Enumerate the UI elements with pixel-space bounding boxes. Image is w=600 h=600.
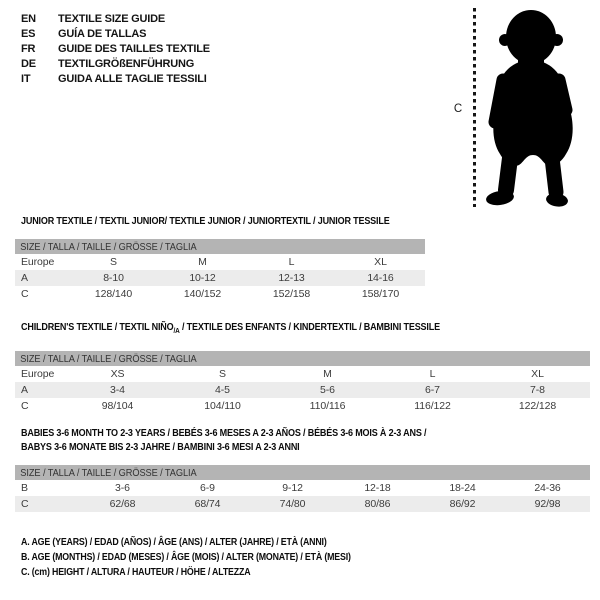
size-value-cell: 104/110 [204, 400, 241, 413]
size-value-cell: 8-10 [69, 270, 158, 286]
size-header-cell [15, 239, 425, 254]
size-value-cell: M [323, 368, 332, 381]
size-value-cell: 62/68 [80, 496, 165, 512]
language-row-DE [21, 56, 210, 71]
size-value-cell: 122/128 [518, 400, 557, 413]
row-label: C [21, 400, 29, 413]
baby-foot-right [545, 192, 569, 208]
children-size-table [15, 351, 590, 414]
table-row-b [15, 480, 590, 496]
language-row-IT [21, 71, 210, 86]
size-value-cell: 6-7 [380, 382, 485, 398]
size-value-cell: 116/122 [414, 400, 451, 413]
row-label: C [15, 496, 80, 512]
legend-line-b: B. AGE (MONTHS) / EDAD (MESES) / ÂGE (MOIS) / ALTER (MONATE) / ETÀ (MESI) [21, 551, 351, 563]
title-text: JUNIOR TEXTILE / TEXTIL JUNIOR/ TEXTILE JUNIOR / JUNIORTEXTIL / JUNIOR TESSILE [21, 215, 390, 227]
size-value-cell: 6-9 [200, 482, 215, 494]
size-value-cell: 98/104 [101, 400, 134, 413]
legend-line-a: A. AGE (YEARS) / EDAD (AÑOS) / ÂGE (ANS) / ALTER (JAHRE) / ETÀ (ANNI) [21, 536, 327, 548]
size-value-cell: 86/92 [420, 496, 505, 512]
table-row-a [15, 270, 425, 286]
language-code: EN [21, 13, 36, 26]
size-value-cell: L [429, 368, 436, 381]
babies-table-title [21, 426, 590, 454]
table-title-line [21, 214, 390, 228]
title-subscript: /A [173, 326, 180, 336]
table-title-line [21, 426, 510, 440]
size-value-cell: 18-24 [449, 482, 476, 494]
children-table-title [21, 320, 590, 338]
size-value-cell: 3-6 [115, 482, 130, 494]
table-row-c [15, 496, 590, 512]
baby-silhouette-icon [470, 5, 585, 210]
table-row-europe [15, 366, 590, 382]
row-label: B [21, 482, 28, 494]
size-value-cell: 74/80 [250, 496, 335, 512]
row-label: C [21, 288, 29, 300]
size-value-cell: 14-16 [336, 270, 425, 286]
language-title: GUIDE DES TAILLES TEXTILE [58, 42, 210, 55]
size-value-cell: 9-12 [282, 482, 303, 494]
size-value-cell: 10-12 [158, 270, 247, 286]
size-value-cell: 3-4 [65, 382, 170, 398]
language-code: IT [21, 72, 31, 85]
row-label: A [15, 270, 69, 286]
legend-line-c: C. (cm) HEIGHT / ALTURA / HAUTEUR / HÖHE / ALTEZZA [21, 566, 251, 578]
language-code: ES [21, 28, 36, 41]
baby-ear-left [499, 34, 511, 46]
language-code: FR [21, 42, 36, 55]
size-value-cell: 12-13 [247, 270, 336, 286]
size-header-cell [15, 351, 590, 366]
babies-textile-section [15, 426, 590, 512]
row-label: Europe [21, 256, 55, 268]
row-label: Europe [21, 368, 55, 381]
size-value-cell: S [110, 256, 117, 268]
size-header-text: SIZE / TALLA / TAILLE / GRÖSSE / TAGLIA [20, 466, 197, 479]
table-title-line [21, 320, 510, 338]
baby-leg-right [552, 158, 556, 192]
size-header-row [15, 239, 425, 254]
size-value-cell: 128/140 [94, 288, 133, 300]
size-value-cell: 152/158 [272, 288, 311, 300]
language-title: TEXTILGRÖßENFÜHRUNG [58, 57, 195, 70]
size-value-cell: 4-5 [170, 382, 275, 398]
language-title: TEXTILE SIZE GUIDE [58, 13, 166, 26]
table-row-c [15, 398, 590, 414]
size-value-cell: L [288, 256, 295, 268]
baby-ear-right [551, 34, 563, 46]
table-title-line [21, 440, 510, 454]
size-value-cell: XS [110, 368, 125, 381]
language-row-FR [21, 42, 210, 57]
height-measure-label: C [453, 103, 463, 115]
size-value-cell: 140/152 [183, 288, 222, 300]
table-row-c [15, 286, 425, 302]
size-value-cell: 68/74 [165, 496, 250, 512]
size-header-row [15, 465, 590, 480]
size-value-cell: XL [531, 368, 544, 381]
babies-size-table [15, 465, 590, 512]
title-text: / TEXTILE DES ENFANTS / KINDERTEXTIL / BAMBINI TESSILE [179, 321, 440, 333]
junior-table-title [21, 214, 425, 228]
measure-legend [21, 535, 414, 580]
size-value-cell: 7-8 [485, 382, 590, 398]
size-value-cell: XL [374, 256, 387, 268]
language-title: GUÍA DE TALLAS [58, 28, 147, 41]
junior-size-table [15, 239, 425, 302]
size-value-cell: 92/98 [505, 496, 590, 512]
size-header-text: SIZE / TALLA / TAILLE / GRÖSSE / TAGLIA [20, 352, 197, 365]
size-value-cell: 158/170 [361, 288, 400, 300]
size-header-row [15, 351, 590, 366]
size-value-cell: 80/86 [335, 496, 420, 512]
size-value-cell: 5-6 [275, 382, 380, 398]
size-value-cell: 24-36 [534, 482, 561, 494]
language-row-EN [21, 12, 210, 27]
junior-textile-section [15, 214, 425, 302]
language-title: GUIDA ALLE TAGLIE TESSILI [58, 72, 207, 85]
table-row-a [15, 382, 590, 398]
size-value-cell: S [219, 368, 226, 381]
size-header-text: SIZE / TALLA / TAILLE / GRÖSSE / TAGLIA [20, 240, 197, 253]
language-list [21, 12, 210, 86]
size-value-cell: 110/116 [309, 400, 346, 413]
baby-leg-left [506, 158, 510, 190]
row-label: A [15, 382, 65, 398]
title-text: CHILDREN'S TEXTILE / TEXTIL NIÑO [21, 321, 174, 333]
size-header-cell [15, 465, 590, 480]
language-row-ES [21, 27, 210, 42]
title-text: BABYS 3-6 MONATE BIS 2-3 JAHRE / BAMBINI 3-6 MESI A 2-3 ANNI [21, 441, 300, 453]
size-value-cell: M [198, 256, 207, 268]
language-code: DE [21, 57, 36, 70]
title-text: BABIES 3-6 MONTH TO 2-3 YEARS / BEBÉS 3-6 MESES A 2-3 AÑOS / BÉBÉS 3-6 MOIS À 2-3 ANS / [21, 427, 427, 439]
table-row-europe [15, 254, 425, 270]
children-textile-section [15, 320, 590, 414]
size-value-cell: 12-18 [364, 482, 391, 494]
